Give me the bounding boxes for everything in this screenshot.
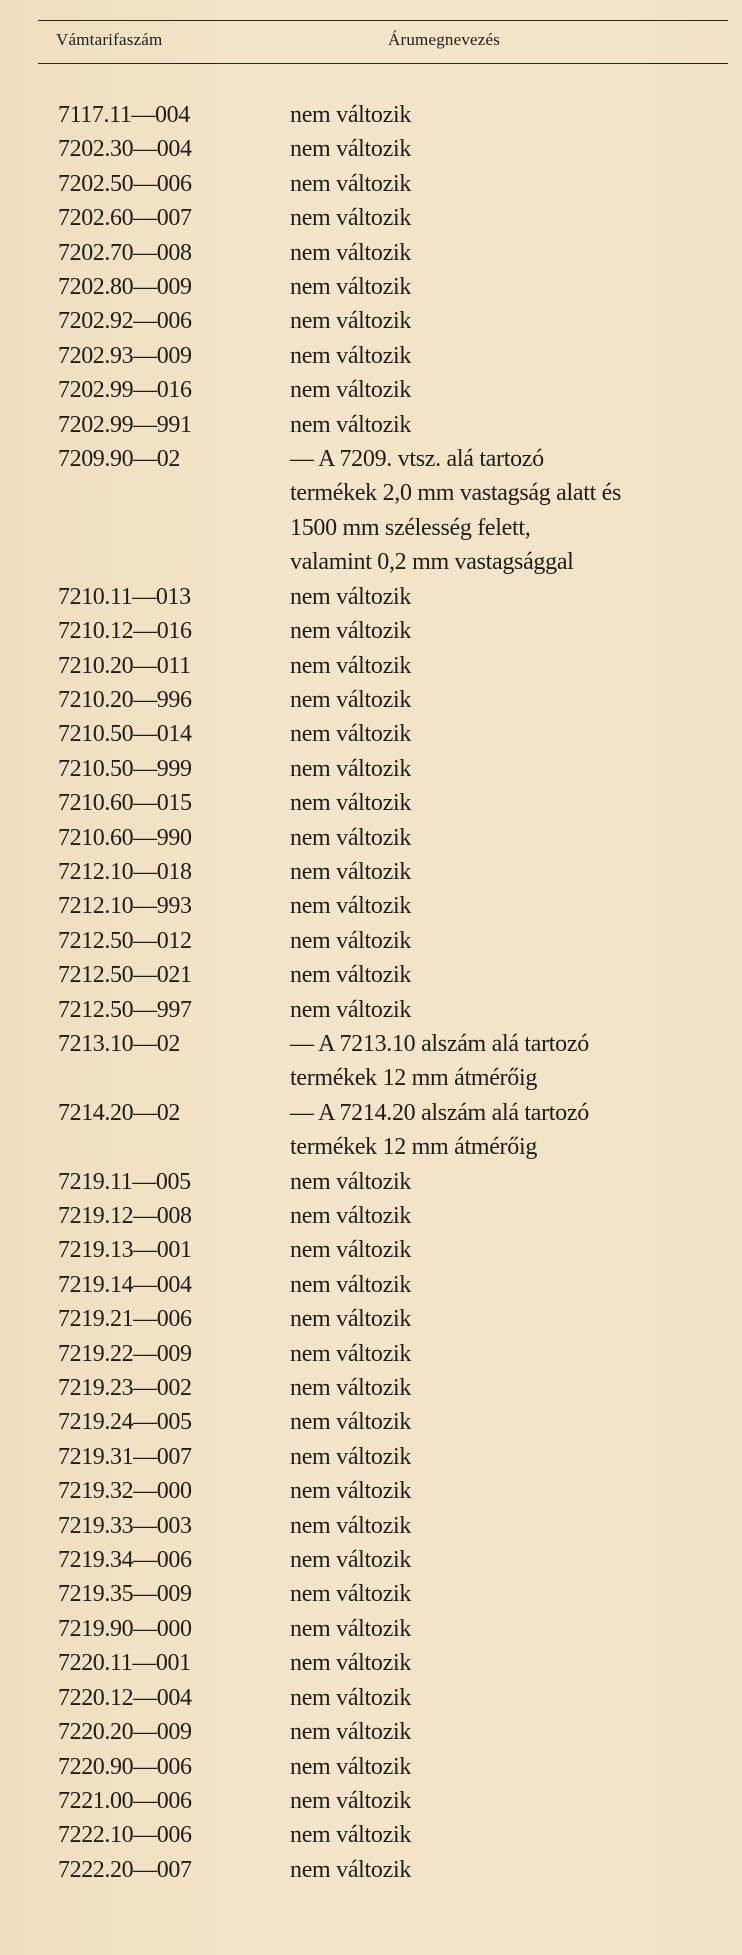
description-line: nem változik — [290, 1375, 412, 1402]
tariff-code: 7202.60—007 — [58, 205, 192, 232]
description-line: nem változik — [290, 170, 412, 197]
tariff-code: 7210.60—990 — [58, 824, 192, 851]
product-description — [290, 373, 690, 407]
product-description — [290, 580, 690, 614]
table-row — [0, 1165, 742, 1199]
tariff-code: 7202.92—006 — [58, 308, 192, 335]
tariff-code: 7219.32—000 — [58, 1478, 192, 1505]
product-description — [290, 752, 690, 786]
product-description — [290, 1715, 690, 1749]
tariff-code: 7219.21—006 — [58, 1306, 192, 1333]
table-row — [0, 649, 742, 683]
table-row — [0, 614, 742, 648]
table-row — [0, 1818, 742, 1852]
description-line: nem változik — [290, 205, 412, 232]
product-description — [290, 889, 690, 923]
description-line: nem változik — [290, 1340, 412, 1367]
product-description — [290, 1818, 690, 1852]
column-header-name: Árumegnevezés — [388, 30, 501, 49]
description-line: nem változik — [290, 1684, 412, 1711]
tariff-code: 7219.33—003 — [58, 1512, 192, 1539]
product-description — [290, 717, 690, 751]
tariff-code: 7202.99—016 — [58, 377, 192, 404]
description-line: nem változik — [290, 102, 412, 128]
table-row — [0, 98, 742, 132]
table-row — [0, 408, 742, 442]
description-line: nem változik — [290, 1168, 412, 1195]
product-description — [290, 1199, 690, 1233]
product-description — [290, 649, 690, 683]
tariff-code: 7219.23—002 — [58, 1375, 192, 1402]
tariff-code: 7219.34—006 — [58, 1547, 192, 1574]
tariff-code: 7210.11—013 — [58, 583, 191, 610]
description-line: nem változik — [290, 274, 412, 301]
table-row — [0, 1612, 742, 1646]
product-description — [290, 683, 690, 717]
column-header-code: Vámtarifaszám — [56, 30, 163, 49]
tariff-code: 7202.70—008 — [58, 239, 192, 266]
tariff-code: 7219.90—000 — [58, 1615, 192, 1642]
product-description — [290, 201, 690, 235]
table-row — [0, 1543, 742, 1577]
table-row — [0, 270, 742, 304]
description-line: nem változik — [290, 618, 412, 645]
product-description — [290, 1681, 690, 1715]
product-description — [290, 1371, 690, 1405]
product-description — [290, 1474, 690, 1508]
description-line: nem változik — [290, 1203, 412, 1229]
description-line: nem változik — [290, 1237, 412, 1264]
table-row — [0, 1853, 742, 1887]
tariff-code: 7212.50—012 — [58, 927, 192, 954]
table-row — [0, 339, 742, 373]
product-description — [290, 614, 690, 648]
product-description — [290, 1302, 690, 1336]
tariff-code: 7210.50—014 — [58, 721, 192, 748]
description-line: nem változik — [290, 1581, 412, 1608]
description-line: nem változik — [290, 342, 412, 369]
description-line: nem változik — [290, 377, 412, 404]
tariff-code: 7210.50—999 — [58, 755, 192, 782]
product-description — [290, 1577, 690, 1611]
description-line: nem változik — [290, 1512, 412, 1539]
table-row — [0, 1371, 742, 1405]
table-row — [0, 1784, 742, 1818]
description-line: nem változik — [290, 1615, 412, 1642]
table-row — [0, 442, 742, 580]
description-line: nem változik — [290, 1822, 412, 1849]
description-line: nem változik — [290, 996, 412, 1023]
table-row — [0, 1199, 742, 1233]
description-line: termékek 12 mm átmérőig — [290, 1065, 538, 1092]
product-description — [290, 786, 690, 820]
header-bottom-rule — [38, 63, 728, 64]
table-row — [0, 821, 742, 855]
table-row — [0, 1440, 742, 1474]
product-description — [290, 1646, 690, 1680]
tariff-code: 7210.60—015 — [58, 790, 192, 817]
product-description — [290, 1337, 690, 1371]
product-description — [290, 270, 690, 304]
table-row — [0, 580, 742, 614]
product-description — [290, 1543, 690, 1577]
description-line: nem változik — [290, 893, 412, 920]
product-description — [290, 1096, 690, 1165]
description-line: nem változik — [290, 755, 412, 782]
tariff-code: 7212.50—021 — [58, 962, 192, 989]
description-line: nem változik — [290, 1547, 412, 1574]
product-description — [290, 1233, 690, 1267]
table-row — [0, 167, 742, 201]
description-line: nem változik — [290, 1443, 412, 1470]
product-description — [290, 1784, 690, 1818]
description-line: nem változik — [290, 239, 412, 266]
product-description — [290, 1750, 690, 1784]
table-row — [0, 924, 742, 958]
table-row — [0, 1405, 742, 1439]
tariff-code: 7219.11—005 — [58, 1168, 191, 1195]
product-description — [290, 1853, 690, 1887]
tariff-code: 7220.20—009 — [58, 1719, 192, 1746]
product-description — [290, 98, 690, 132]
tariff-code: 7219.12—008 — [58, 1203, 192, 1229]
tariff-code: 7202.80—009 — [58, 274, 192, 301]
table-row — [0, 683, 742, 717]
product-description — [290, 993, 690, 1027]
table-row — [0, 1577, 742, 1611]
table-row — [0, 304, 742, 338]
table-row — [0, 132, 742, 166]
table-row — [0, 889, 742, 923]
table-row — [0, 1027, 742, 1096]
description-line: nem változik — [290, 858, 412, 885]
tariff-code: 7219.35—009 — [58, 1581, 192, 1608]
tariff-code: 7214.20—02 — [58, 1099, 181, 1126]
description-line: nem változik — [290, 1271, 412, 1298]
product-description — [290, 132, 690, 166]
tariff-code: 7210.20—996 — [58, 686, 192, 713]
product-description — [290, 442, 690, 580]
table-row — [0, 1233, 742, 1267]
product-description — [290, 1509, 690, 1543]
description-line: nem változik — [290, 721, 412, 748]
product-description — [290, 855, 690, 889]
tariff-code: 7219.13—001 — [58, 1237, 192, 1264]
description-line: termékek 2,0 mm vastagság alatt és — [290, 480, 622, 507]
table-row — [0, 1337, 742, 1371]
description-line: 1500 mm szélesség felett, — [290, 514, 531, 541]
description-line: nem változik — [290, 1306, 412, 1333]
table-row — [0, 201, 742, 235]
product-description — [290, 408, 690, 442]
table-row — [0, 1715, 742, 1749]
product-description — [290, 1612, 690, 1646]
tariff-code: 7202.99—991 — [58, 411, 192, 438]
tariff-code: 7209.90—02 — [58, 446, 181, 473]
table-row — [0, 958, 742, 992]
tariff-code: 7219.14—004 — [58, 1271, 192, 1298]
table-row — [0, 1646, 742, 1680]
table-row — [0, 373, 742, 407]
tariff-code: 7222.10—006 — [58, 1822, 192, 1849]
description-line: nem változik — [290, 790, 412, 817]
table-row — [0, 1302, 742, 1336]
table-row — [0, 236, 742, 270]
tariff-code: 7202.93—009 — [58, 342, 192, 369]
product-description — [290, 821, 690, 855]
description-line: nem változik — [290, 308, 412, 335]
description-line: — A 7214.20 alszám alá tartozó — [290, 1099, 589, 1126]
table-row — [0, 1509, 742, 1543]
description-line: nem változik — [290, 1787, 412, 1814]
description-line: nem változik — [290, 1478, 412, 1505]
tariff-code: 7210.12—016 — [58, 618, 192, 645]
description-line: — A 7213.10 alszám alá tartozó — [290, 1030, 589, 1057]
tariff-code: 7220.11—001 — [58, 1650, 191, 1677]
table-row — [0, 1750, 742, 1784]
tariff-code: 7202.30—004 — [58, 136, 192, 163]
product-description — [290, 1165, 690, 1199]
tariff-code: 7222.20—007 — [58, 1856, 192, 1883]
product-description — [290, 1268, 690, 1302]
description-line: nem változik — [290, 1719, 412, 1746]
description-line: nem változik — [290, 927, 412, 954]
product-description — [290, 924, 690, 958]
table-row — [0, 855, 742, 889]
description-line: nem változik — [290, 686, 412, 713]
table-row — [0, 717, 742, 751]
description-line: nem változik — [290, 136, 412, 163]
tariff-code: 7219.24—005 — [58, 1409, 192, 1436]
header-top-rule — [38, 20, 728, 21]
product-description — [290, 339, 690, 373]
tariff-code: 7221.00—006 — [58, 1787, 192, 1814]
description-line: nem változik — [290, 652, 412, 679]
table-row — [0, 786, 742, 820]
tariff-code: 7219.22—009 — [58, 1340, 192, 1367]
description-line: nem változik — [290, 1856, 412, 1883]
description-line: valamint 0,2 mm vastagsággal — [290, 549, 574, 576]
description-line: nem változik — [290, 1409, 412, 1436]
tariff-code: 7212.10—018 — [58, 858, 192, 885]
tariff-table — [0, 98, 742, 1887]
tariff-code: 7220.12—004 — [58, 1684, 192, 1711]
description-line: nem változik — [290, 411, 412, 438]
product-description — [290, 1027, 690, 1096]
table-row — [0, 1268, 742, 1302]
table-row — [0, 993, 742, 1027]
table-row — [0, 1681, 742, 1715]
product-description — [290, 167, 690, 201]
product-description — [290, 1440, 690, 1474]
product-description — [290, 958, 690, 992]
description-line: nem változik — [290, 824, 412, 851]
product-description — [290, 236, 690, 270]
description-line: nem változik — [290, 1650, 412, 1677]
tariff-code: 7117.11—004 — [58, 102, 190, 128]
tariff-code: 7212.10—993 — [58, 893, 192, 920]
description-line: termékek 12 mm átmérőig — [290, 1134, 538, 1161]
tariff-code: 7220.90—006 — [58, 1753, 192, 1780]
tariff-code: 7213.10—02 — [58, 1030, 181, 1057]
tariff-code: 7202.50—006 — [58, 170, 192, 197]
description-line: nem változik — [290, 583, 412, 610]
description-line: nem változik — [290, 1753, 412, 1780]
product-description — [290, 304, 690, 338]
description-line: — A 7209. vtsz. alá tartozó — [290, 446, 544, 473]
table-row — [0, 1474, 742, 1508]
tariff-code: 7219.31—007 — [58, 1443, 192, 1470]
tariff-code: 7210.20—011 — [58, 652, 191, 679]
product-description — [290, 1405, 690, 1439]
table-row — [0, 1096, 742, 1165]
table-row — [0, 752, 742, 786]
tariff-code: 7212.50—997 — [58, 996, 192, 1023]
description-line: nem változik — [290, 962, 412, 989]
